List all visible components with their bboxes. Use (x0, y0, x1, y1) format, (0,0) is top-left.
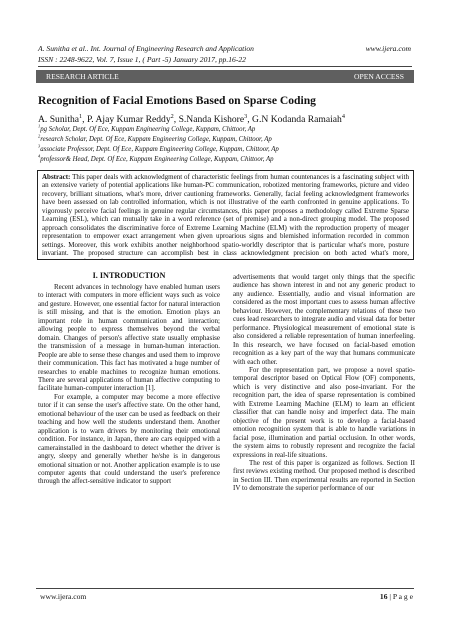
abstract-label: Abstract: (42, 173, 71, 181)
running-header-citation: A. Sunitha et al.. Int. Journal of Engineering Research and Application (38, 44, 254, 53)
affiliation (38, 133, 272, 143)
affiliation-text: research Scholar, Dept. Of Ece, Kuppam Engineering College, Kuppam, Chittoor, Ap (40, 136, 272, 143)
author-marker: 2 (170, 112, 174, 120)
research-article-label: RESEARCH ARTICLE (46, 72, 119, 81)
affiliation-text: pg Scholar, Dept. Of Ece, Kuppam Engineering College, Kuppam, Chittoor, Ap (40, 126, 256, 133)
author-list: A. Sunitha$^1$, P. Ajay Kumar Reddy$^2$, S.Nanda Kishore$^3$, G.N Kodanda Ramaiah$^4$ (38, 112, 345, 125)
author-name: G.N Kodanda Ramaiah (252, 114, 342, 125)
author-marker: 3 (244, 112, 248, 120)
affiliation (38, 123, 256, 133)
author-name: P. Ajay Kumar Reddy (86, 114, 171, 125)
affiliation (38, 153, 274, 163)
left-column (38, 283, 220, 586)
affiliation (38, 143, 279, 153)
body-paragraph: For the representation part, we propose a novel spatio-temporal descriptor based on Optical Flow (OF) components, which is very distinctive and also pose-invariant. For the recognition part, the idea of sparse representation is combined with Extreme Learning Machine (ELM) to learn an efficient classifier that can handle noisy and imperfect data. The main objective of the present work is to develop a facial-based emotion recognition system that is able to handle variations in facial pose, illumination and partial occlusion. In other words, the system aims to robustly represent and recognize the facial expressions in real-life situations. (233, 365, 415, 459)
right-column (233, 273, 415, 586)
paper-title: Recognition of Facial Emotions Based on Sparse Coding (38, 94, 316, 107)
article-type-band (36, 70, 414, 83)
affiliation-marker: 3 (38, 143, 41, 149)
running-header-issn: ISSN : 2248-9622, Vol. 7, Issue 1, ( Part -5) January 2017, pp.16-22 (38, 55, 246, 64)
header-rule (38, 66, 412, 67)
affiliation-marker: 4 (38, 153, 41, 159)
affiliation-text: professor& Head, Dept. Of Ece, Kuppam Engineering College, Kuppam, Chittoor, Ap (40, 156, 274, 163)
open-access-label: OPEN ACCESS (353, 72, 404, 81)
body-paragraph: advertisements that would target only things that the specific audience has shown interest in and not any generic product to any audience. Essentially, audio and visual information are considered as the most important cues to assess human affective behaviour. However, the complementary relations of these two cues lead researchers to integrate audio and visual data for better performance. Physiological measurement of emotional state is also considered a reliable representation of human innerfeeling. In this research, we have focused on facial-based emotion recognition as a key part of the way that humans communicate with each other. (233, 273, 415, 366)
abstract-box (37, 170, 414, 260)
body-paragraph: The rest of this paper is organized as follows. Section II first reviews existing method. Our proposed method is described in Section III. Then experimental results are reported in Section IV to demonstrate the superior performance of our (233, 458, 415, 493)
footer-site: www.ijera.com (40, 592, 87, 601)
author-name: S.Nanda Kishore (178, 114, 245, 125)
author-name: A. Sunitha (38, 114, 80, 125)
body-paragraph: For example, a computer may become a more effective tutor if it can sense the user's affective state. On the other hand, emotional behaviour of the user can be used as feedback on their teaching and how well the students understand them. Another application is to warn drivers by monitoring their emotional condition. For instance, in Japan, there are cars equipped with a camerainstalled in the dashboard to detect whether the driver is angry, sleepy and generally whether he/she is in dangerous emotional situation or not. Another application example is to use computer agents that could understand the user's preference through the affect-sensitive indicator to support (38, 392, 220, 486)
page-number (380, 592, 413, 601)
page-number-label: | P a g e (389, 592, 413, 601)
running-header-site: www.ijera.com (365, 44, 411, 53)
affiliation-marker: 1 (38, 123, 41, 129)
affiliation-marker: 2 (38, 133, 41, 139)
body-paragraph: Recent advances in technology have enabled human users to interact with computers in more efficient ways such as voice and gesture. However, one essential factor for natural interaction is still missing, and that is the emotion. Emotion plays an important role in human communication and interaction; allowing people to express themselves beyond the verbal domain. Changes of person's affective state usually emphasise the transmission of a message in human-human interaction. People are able to sense these changes and used them to improve their communication. This fact has motivated a huge number of researches to enable machines to recognize human emotions. There are several applications of human affective computing to facilitate human-computer interaction [1]. (38, 283, 220, 393)
abstract-text: This paper deals with acknowledgment of characteristic feelings from human countenances is a fascinating subject with an extensive variety of potential applications like human-PC communication, robotized mentoring frameworks, picture and video recovery, brilliant situations, what's more, driver cautioning frameworks. Generally, facial feeling acknowledgment frameworks have been assessed on lab controlled information, which is not illustrative of the earth confronted in genuine applications. To vigorously perceive facial feelings in genuine regular circumstances, this paper proposes a methodology called Extreme Sparse Learning (ESL), which can mutually take in a word reference (set of premise) and a non-direct grouping model. The proposed approach consolidates the discriminative force of Extreme Learning Machine (ELM) with the reproduction property of meager representation to empower exact arrangement when given uproarious signs and blemished information recorded in common settings. Moreover, this work exhibits another neighborhood spatio-worldly descriptor that is particular what's more, posture invariant. The proposed structure can accomplish best in class acknowledgment precision on both acted what's more, (42, 173, 409, 258)
author-marker: 4 (341, 112, 345, 120)
section-heading: I. INTRODUCTION (92, 271, 166, 280)
footer-rule (36, 588, 414, 589)
page-number-value: 16 (379, 592, 388, 601)
affiliation-text: associate Professor, Dept. Of Ece, Kuppam Engineering College, Kuppam, Chittoor, Ap (40, 146, 279, 153)
author-marker: 1 (79, 112, 83, 120)
